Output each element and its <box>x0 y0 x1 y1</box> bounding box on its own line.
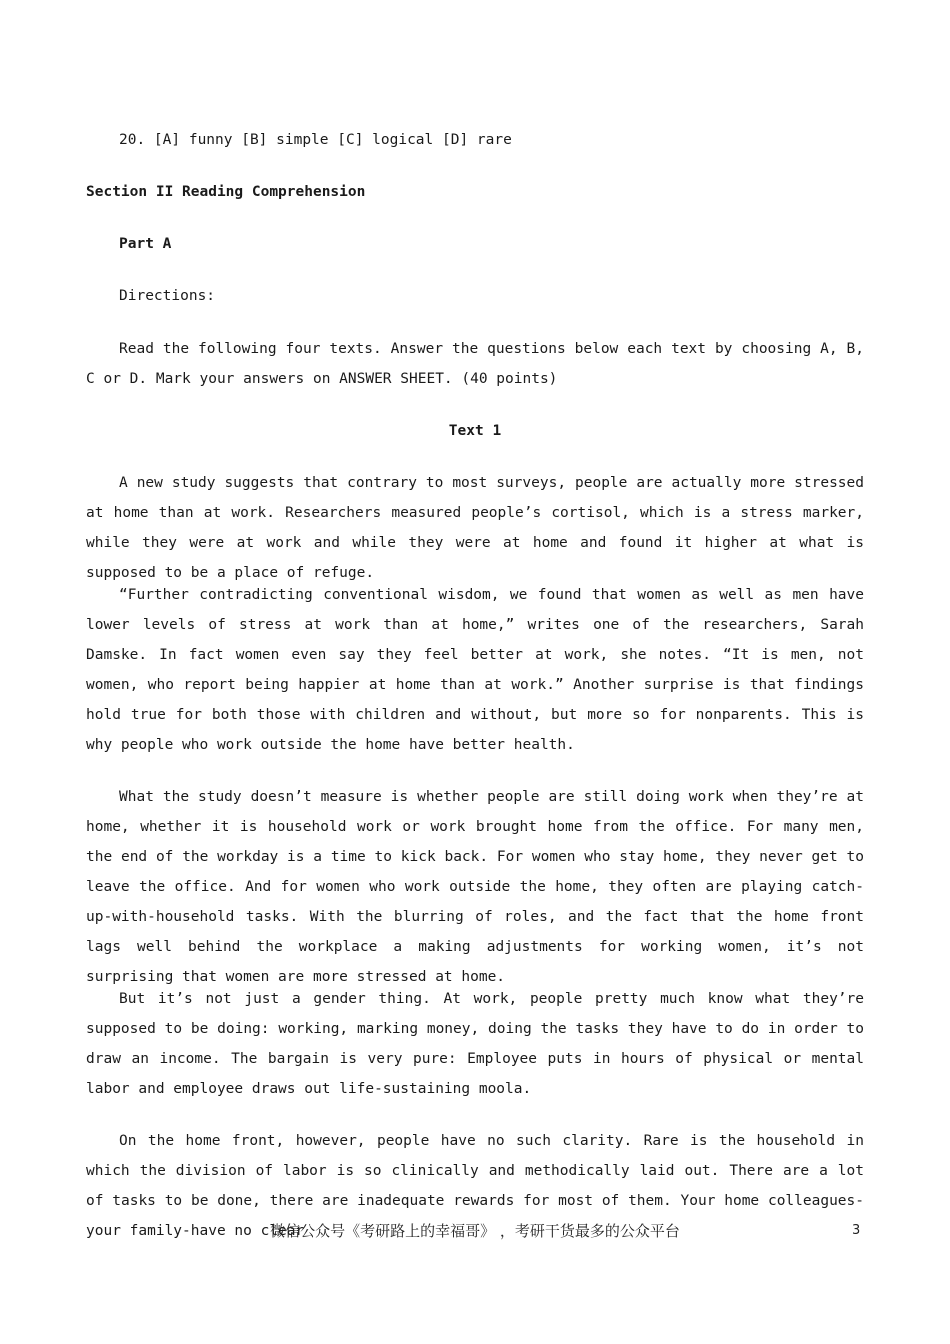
question-20-options: 20. [A] funny [B] simple [C] logical [D] rare <box>119 132 512 148</box>
paragraph-4: But it’s not just a gender thing. At work, people pretty much know what they’re supposed to be doing: working, marking money, doing the tasks they have to do in order to draw an income. The bargain is very pure: Employee puts in hours of physical or mental labor and employee draws out life-sustaining moola. <box>86 991 864 1097</box>
paragraph-2: “Further contradicting conventional wisdom, we found that women as well as men have lower levels of stress at work than at home,” writes one of the researchers, Sarah Damske. In fact women even say they feel better at work, she notes. “It is men, not women, who report being happier at home than at work.” Another surprise is that findings hold true for both those with children and without, but more so for nonparents. This is why people who work outside the home have better health. <box>86 587 864 753</box>
directions-text: Read the following four texts. Answer the questions below each text by choosing A, B, C or D. Mark your answers on ANSWER SHEET. (40 points) <box>86 341 864 387</box>
directions-label: Directions: <box>119 288 216 304</box>
part-heading: Part A <box>119 236 172 252</box>
text-title: Text 1 <box>448 423 502 439</box>
page-number: 3 <box>852 1223 861 1238</box>
section-heading: Section II Reading Comprehension <box>86 184 366 200</box>
footer-text: 微信公众号《考研路上的幸福哥》 ，考研干货最多的公众平台 <box>270 1222 680 1240</box>
paragraph-3: What the study doesn’t measure is whether people are still doing work when they’re at home, whether it is household work or work brought home from the office. For many men, the end of the workday is a time to kick back. For women who stay home, they never get to leave the office. And for women who work outside the home, they often are playing catch-up-with-household tasks. With the blurring of roles, and the fact that the home front lags well behind the workplace a making adjustments for working women, it’s not surprising that women are more stressed at home. <box>86 789 864 985</box>
paragraph-5: On the home front, however, people have no such clarity. Rare is the household in which the division of labor is so clinically and methodically laid out. There are a lot of tasks to be done, there are inadequate rewards for most of them. Your home colleagues-your family-have no clear <box>86 1133 864 1239</box>
paragraph-1: A new study suggests that contrary to most surveys, people are actually more stressed at home than at work. Researchers measured people’s cortisol, which is a stress marker, while they were at work and while they were at home and found it higher at what is supposed to be a place of refuge. <box>86 475 864 581</box>
